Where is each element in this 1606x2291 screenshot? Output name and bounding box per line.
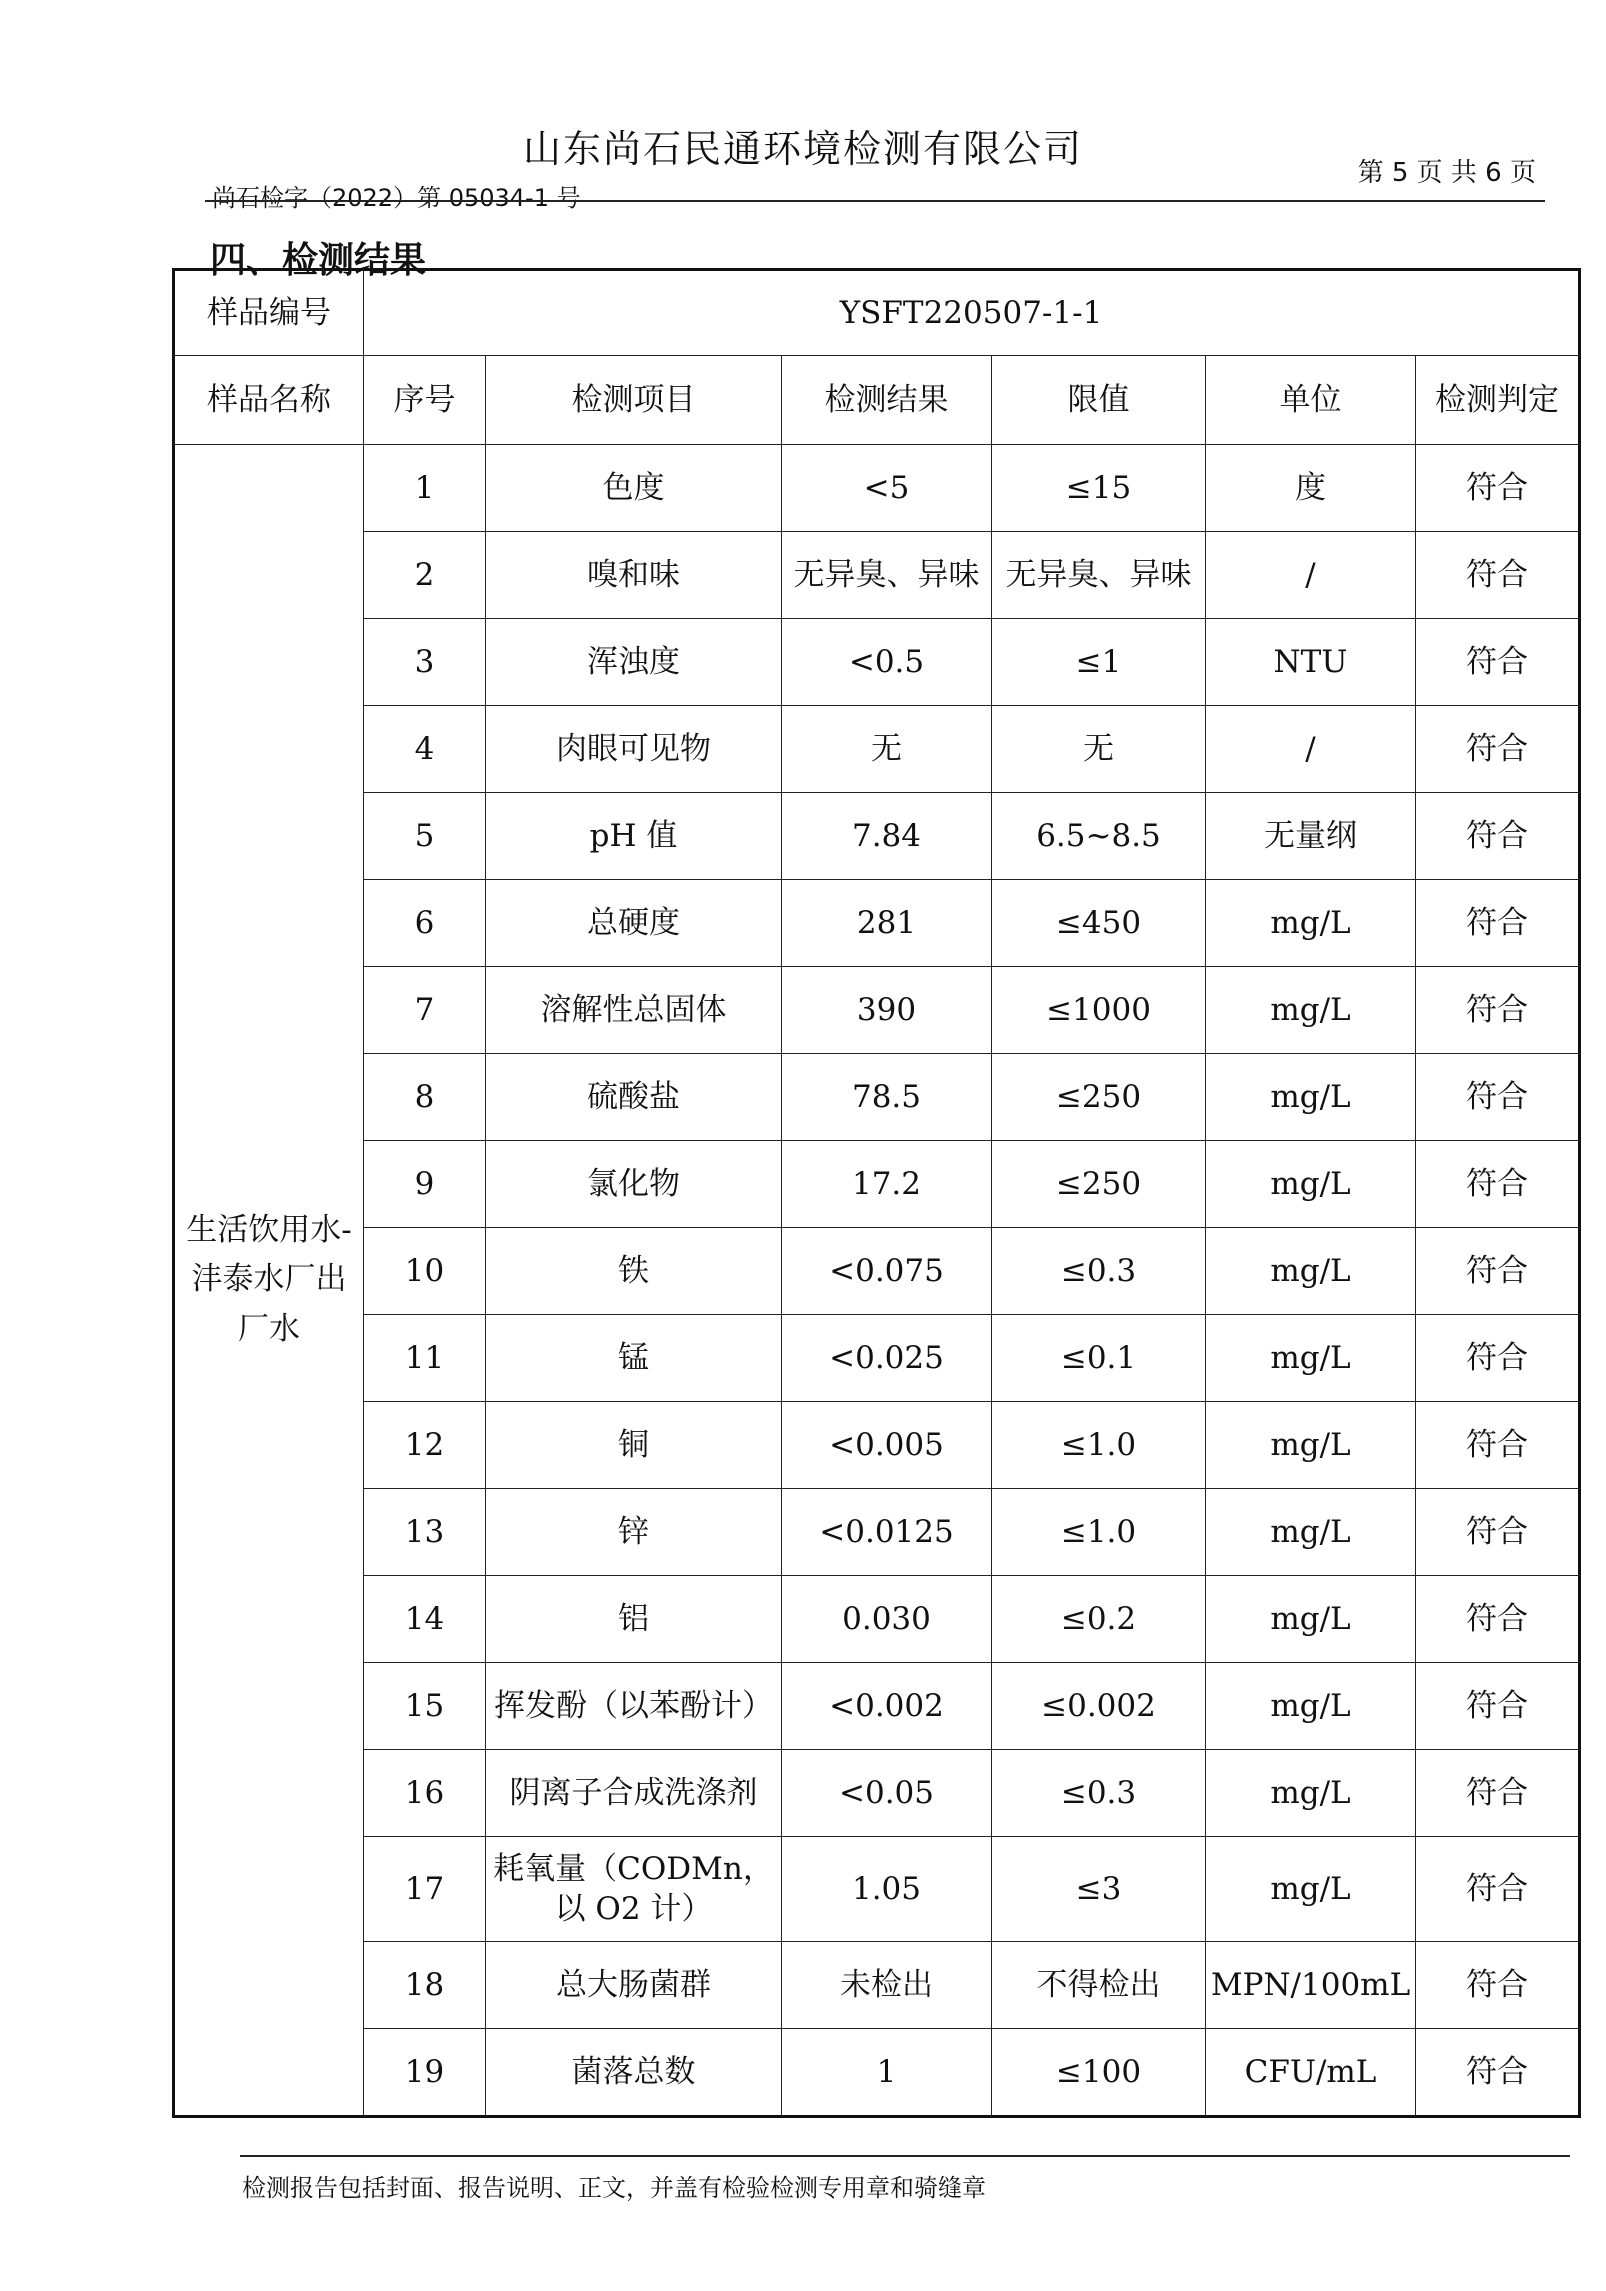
page-indicator: 第 5 页 共 6 页 (1357, 158, 1536, 188)
table-row (174, 1750, 1580, 1837)
row-item: 硫酸盐 (486, 1054, 782, 1141)
table-row (174, 880, 1580, 967)
row-seq: 2 (364, 532, 486, 619)
row-seq: 17 (364, 1837, 486, 1942)
row-seq: 3 (364, 619, 486, 706)
header-seq: 序号 (364, 356, 486, 445)
header-sample-name: 样品名称 (174, 356, 364, 445)
row-item: 挥发酚（以苯酚计） (486, 1663, 782, 1750)
row-verdict: 符合 (1416, 1750, 1580, 1837)
row-item: 氯化物 (486, 1141, 782, 1228)
table-row (174, 706, 1580, 793)
row-limit: 不得检出 (992, 1942, 1206, 2029)
row-limit: ≤250 (992, 1054, 1206, 1141)
row-unit: mg/L (1206, 1837, 1416, 1942)
row-verdict: 符合 (1416, 1228, 1580, 1315)
row-item: 铜 (486, 1402, 782, 1489)
row-limit: ≤3 (992, 1837, 1206, 1942)
row-seq: 19 (364, 2029, 486, 2117)
row-verdict: 符合 (1416, 445, 1580, 532)
row-result: <0.0125 (782, 1489, 992, 1576)
row-item: 肉眼可见物 (486, 706, 782, 793)
table-row (174, 532, 1580, 619)
row-item: 溶解性总固体 (486, 967, 782, 1054)
table-row (174, 1489, 1580, 1576)
row-unit: mg/L (1206, 1576, 1416, 1663)
row-result: <0.025 (782, 1315, 992, 1402)
company-name: 山东尚石民通环境检测有限公司 (522, 127, 1083, 171)
table-row (174, 1837, 1580, 1942)
table-row (174, 1402, 1580, 1489)
row-limit: ≤1 (992, 619, 1206, 706)
row-verdict: 符合 (1416, 967, 1580, 1054)
row-verdict: 符合 (1416, 1141, 1580, 1228)
table-row (174, 967, 1580, 1054)
row-result: <0.002 (782, 1663, 992, 1750)
row-limit: ≤0.1 (992, 1315, 1206, 1402)
row-unit: mg/L (1206, 880, 1416, 967)
row-result: <0.075 (782, 1228, 992, 1315)
row-limit: ≤1.0 (992, 1402, 1206, 1489)
row-result: <5 (782, 445, 992, 532)
row-result: 281 (782, 880, 992, 967)
row-verdict: 符合 (1416, 1942, 1580, 2029)
row-limit: ≤450 (992, 880, 1206, 967)
row-item: 嗅和味 (486, 532, 782, 619)
row-result: 7.84 (782, 793, 992, 880)
row-limit: ≤0.3 (992, 1228, 1206, 1315)
row-unit: mg/L (1206, 1402, 1416, 1489)
row-verdict: 符合 (1416, 1054, 1580, 1141)
row-unit: mg/L (1206, 967, 1416, 1054)
row-seq: 14 (364, 1576, 486, 1663)
row-unit: MPN/100mL (1206, 1942, 1416, 2029)
table-row (174, 2029, 1580, 2117)
row-verdict: 符合 (1416, 619, 1580, 706)
header-result: 检测结果 (782, 356, 992, 445)
row-limit: ≤100 (992, 2029, 1206, 2117)
row-result: 17.2 (782, 1141, 992, 1228)
row-limit: ≤0.002 (992, 1663, 1206, 1750)
row-seq: 15 (364, 1663, 486, 1750)
row-seq: 5 (364, 793, 486, 880)
row-item: pH 值 (486, 793, 782, 880)
row-item: 色度 (486, 445, 782, 532)
row-seq: 18 (364, 1942, 486, 2029)
row-unit: CFU/mL (1206, 2029, 1416, 2117)
row-seq: 4 (364, 706, 486, 793)
row-seq: 16 (364, 1750, 486, 1837)
row-seq: 10 (364, 1228, 486, 1315)
sample-id-label: 样品编号 (174, 270, 364, 356)
header-item: 检测项目 (486, 356, 782, 445)
row-seq: 11 (364, 1315, 486, 1402)
row-seq: 8 (364, 1054, 486, 1141)
row-result: 0.030 (782, 1576, 992, 1663)
row-seq: 6 (364, 880, 486, 967)
table-row (174, 1576, 1580, 1663)
row-item: 总大肠菌群 (486, 1942, 782, 2029)
row-limit: 无异臭、异味 (992, 532, 1206, 619)
row-item: 锌 (486, 1489, 782, 1576)
header-row (174, 356, 1580, 445)
footer-divider (240, 2155, 1570, 2157)
row-verdict: 符合 (1416, 1837, 1580, 1942)
row-unit: mg/L (1206, 1663, 1416, 1750)
row-unit: mg/L (1206, 1054, 1416, 1141)
row-unit: mg/L (1206, 1750, 1416, 1837)
table-row (174, 1663, 1580, 1750)
row-result: <0.05 (782, 1750, 992, 1837)
row-verdict: 符合 (1416, 2029, 1580, 2117)
row-result: 390 (782, 967, 992, 1054)
row-item: 菌落总数 (486, 2029, 782, 2117)
row-seq: 12 (364, 1402, 486, 1489)
header-limit: 限值 (992, 356, 1206, 445)
row-limit: ≤15 (992, 445, 1206, 532)
row-result: <0.5 (782, 619, 992, 706)
row-unit: mg/L (1206, 1141, 1416, 1228)
row-seq: 1 (364, 445, 486, 532)
document-number: 尚石检字（2022）第 05034-1 号 (212, 184, 581, 212)
row-limit: ≤0.3 (992, 1750, 1206, 1837)
row-unit: mg/L (1206, 1315, 1416, 1402)
sample-name-cell: 生活饮用水-沣泰水厂出厂水 (174, 445, 364, 2117)
row-item: 铁 (486, 1228, 782, 1315)
table-row (174, 1054, 1580, 1141)
row-seq: 13 (364, 1489, 486, 1576)
header-unit: 单位 (1206, 356, 1416, 445)
row-item: 耗氧量（CODMn，以 O2 计） (486, 1837, 782, 1942)
sample-id-value: YSFT220507-1-1 (364, 270, 1580, 356)
row-verdict: 符合 (1416, 1576, 1580, 1663)
row-result: 未检出 (782, 1942, 992, 2029)
row-limit: ≤1.0 (992, 1489, 1206, 1576)
row-verdict: 符合 (1416, 880, 1580, 967)
results-table (172, 268, 1581, 2118)
row-verdict: 符合 (1416, 532, 1580, 619)
table-row (174, 1228, 1580, 1315)
footer-note: 检测报告包括封面、报告说明、正文，并盖有检验检测专用章和骑缝章 (242, 2174, 986, 2202)
row-verdict: 符合 (1416, 1315, 1580, 1402)
row-item: 阴离子合成洗涤剂 (486, 1750, 782, 1837)
row-verdict: 符合 (1416, 1402, 1580, 1489)
row-unit: mg/L (1206, 1489, 1416, 1576)
table-row (174, 793, 1580, 880)
row-limit: 无 (992, 706, 1206, 793)
row-limit: ≤1000 (992, 967, 1206, 1054)
table-row (174, 1942, 1580, 2029)
row-result: 无异臭、异味 (782, 532, 992, 619)
header-verdict: 检测判定 (1416, 356, 1580, 445)
section-title: 四、检测结果 (210, 240, 427, 281)
row-verdict: 符合 (1416, 793, 1580, 880)
row-limit: 6.5~8.5 (992, 793, 1206, 880)
row-result: 78.5 (782, 1054, 992, 1141)
row-limit: ≤0.2 (992, 1576, 1206, 1663)
row-result: <0.005 (782, 1402, 992, 1489)
row-result: 1 (782, 2029, 992, 2117)
row-item: 总硬度 (486, 880, 782, 967)
row-unit: / (1206, 532, 1416, 619)
row-seq: 9 (364, 1141, 486, 1228)
row-unit: NTU (1206, 619, 1416, 706)
row-item: 铝 (486, 1576, 782, 1663)
table-row (174, 445, 1580, 532)
row-unit: 无量纲 (1206, 793, 1416, 880)
table-row (174, 1315, 1580, 1402)
row-unit: 度 (1206, 445, 1416, 532)
header-divider (205, 200, 1545, 202)
row-limit: ≤250 (992, 1141, 1206, 1228)
sample-id-row (174, 270, 1580, 356)
row-item: 锰 (486, 1315, 782, 1402)
row-verdict: 符合 (1416, 706, 1580, 793)
row-unit: mg/L (1206, 1228, 1416, 1315)
row-item: 浑浊度 (486, 619, 782, 706)
row-result: 无 (782, 706, 992, 793)
row-seq: 7 (364, 967, 486, 1054)
table-row (174, 619, 1580, 706)
table-row (174, 1141, 1580, 1228)
row-result: 1.05 (782, 1837, 992, 1942)
row-verdict: 符合 (1416, 1663, 1580, 1750)
row-unit: / (1206, 706, 1416, 793)
row-verdict: 符合 (1416, 1489, 1580, 1576)
